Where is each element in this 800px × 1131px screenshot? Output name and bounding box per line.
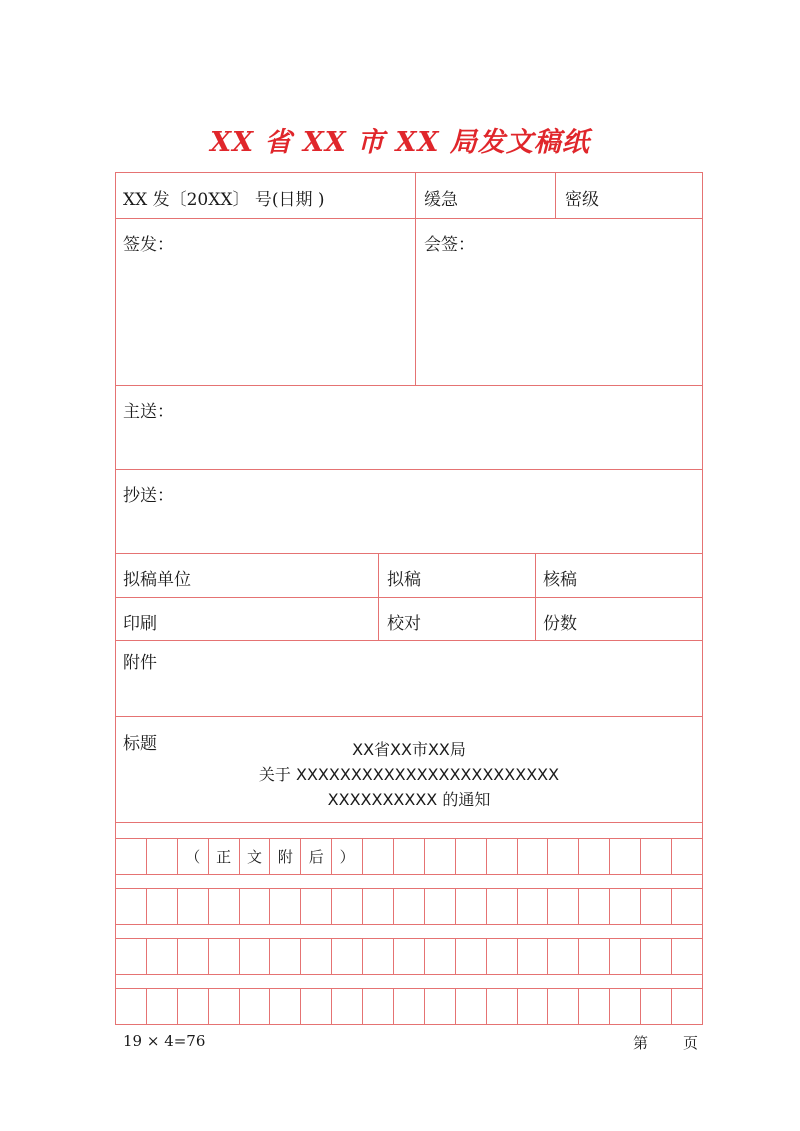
grid-cell[interactable]	[517, 839, 548, 874]
grid-cell[interactable]: 附	[269, 839, 300, 874]
grid-cell[interactable]	[362, 989, 393, 1024]
grid-cell[interactable]	[300, 889, 331, 924]
secrecy-label: 密级	[565, 190, 599, 210]
subject-line-1: XX省XX市XX局	[352, 740, 466, 759]
grid-cell[interactable]	[146, 939, 177, 974]
grid-cell[interactable]	[331, 989, 362, 1024]
grid-cell[interactable]	[578, 989, 609, 1024]
subject-label: 标题	[123, 734, 157, 754]
grid-cell[interactable]	[393, 939, 424, 974]
grid-cell[interactable]	[269, 989, 300, 1024]
grid-cell[interactable]	[208, 939, 239, 974]
grid-cell[interactable]	[393, 839, 424, 874]
grid-cell[interactable]	[362, 839, 393, 874]
print-label: 印刷	[123, 614, 157, 634]
grid-cell[interactable]	[393, 989, 424, 1024]
grid-cell[interactable]	[239, 889, 270, 924]
grid-cell[interactable]	[547, 839, 578, 874]
grid-cell[interactable]	[393, 889, 424, 924]
grid-cell[interactable]	[177, 889, 208, 924]
reviewer-label: 核稿	[543, 570, 577, 590]
grid-cell[interactable]	[609, 839, 640, 874]
grid-cell[interactable]	[146, 889, 177, 924]
grid-cell[interactable]	[424, 989, 455, 1024]
grid-count: 19 × 4=76	[123, 1032, 206, 1050]
copies-label: 份数	[543, 614, 577, 634]
grid-cell[interactable]	[424, 889, 455, 924]
grid-cell[interactable]	[331, 889, 362, 924]
grid-cell[interactable]: 后	[300, 839, 331, 874]
grid-row-1	[115, 839, 703, 874]
grid-cell[interactable]	[486, 839, 517, 874]
grid-cell[interactable]	[609, 989, 640, 1024]
attachment-label: 附件	[123, 653, 157, 673]
main-recipient-label: 主送：	[123, 402, 174, 422]
drafter-label: 拟稿	[387, 570, 421, 590]
grid-cell[interactable]	[331, 939, 362, 974]
grid-cell[interactable]	[671, 889, 703, 924]
grid-cell[interactable]: 文	[239, 839, 270, 874]
grid-cell[interactable]	[547, 889, 578, 924]
grid-row-3	[115, 939, 703, 974]
grid-cell[interactable]	[517, 989, 548, 1024]
grid-cell[interactable]	[609, 939, 640, 974]
grid-cell[interactable]	[455, 889, 486, 924]
grid-cell[interactable]	[547, 989, 578, 1024]
grid-cell[interactable]	[115, 889, 146, 924]
grid-cell[interactable]	[300, 939, 331, 974]
grid-cell[interactable]	[486, 989, 517, 1024]
grid-cell[interactable]	[300, 989, 331, 1024]
grid-cell[interactable]	[455, 839, 486, 874]
grid-cell[interactable]	[239, 989, 270, 1024]
grid-cell[interactable]	[208, 989, 239, 1024]
grid-cell[interactable]	[455, 939, 486, 974]
grid-cell[interactable]	[362, 889, 393, 924]
grid-cell[interactable]	[115, 989, 146, 1024]
grid-cell[interactable]	[517, 889, 548, 924]
issuer-signature-label: 签发：	[123, 235, 174, 255]
grid-cell[interactable]	[640, 939, 671, 974]
grid-cell[interactable]: （	[177, 839, 208, 874]
grid-cell[interactable]	[269, 939, 300, 974]
grid-cell[interactable]	[269, 889, 300, 924]
subject-line-2: 关于 XXXXXXXXXXXXXXXXXXXXXXXX	[258, 765, 560, 784]
page-suffix: 页	[683, 1034, 699, 1052]
grid-cell[interactable]	[177, 989, 208, 1024]
page-title: XX 省 XX 市 XX 局发文稿纸	[210, 127, 590, 158]
grid-cell[interactable]	[517, 939, 548, 974]
grid-cell[interactable]	[578, 889, 609, 924]
proofread-label: 校对	[387, 614, 421, 634]
grid-cell[interactable]	[424, 939, 455, 974]
grid-cell[interactable]: 正	[208, 839, 239, 874]
grid-cell[interactable]	[640, 989, 671, 1024]
doc-number-field[interactable]: XX 发〔20XX〕 号(日期 )	[123, 190, 325, 210]
grid-cell[interactable]	[671, 939, 703, 974]
page-prefix: 第	[633, 1034, 649, 1052]
grid-cell[interactable]	[177, 939, 208, 974]
subject-line-3: XXXXXXXXXX 的通知	[327, 790, 491, 809]
grid-row-2	[115, 889, 703, 924]
grid-cell[interactable]	[115, 939, 146, 974]
grid-cell[interactable]	[239, 939, 270, 974]
grid-cell[interactable]	[640, 889, 671, 924]
grid-cell[interactable]	[115, 839, 146, 874]
drafting-unit-label: 拟稿单位	[123, 570, 191, 590]
grid-cell[interactable]	[146, 989, 177, 1024]
grid-cell[interactable]	[578, 839, 609, 874]
grid-cell[interactable]	[362, 939, 393, 974]
grid-cell[interactable]	[609, 889, 640, 924]
grid-cell[interactable]: ）	[331, 839, 362, 874]
grid-cell[interactable]	[671, 989, 703, 1024]
grid-cell[interactable]	[486, 889, 517, 924]
grid-cell[interactable]	[146, 839, 177, 874]
grid-cell[interactable]	[640, 839, 671, 874]
grid-cell[interactable]	[208, 889, 239, 924]
grid-cell[interactable]	[671, 839, 703, 874]
grid-cell[interactable]	[578, 939, 609, 974]
countersign-label: 会签：	[424, 235, 475, 255]
grid-cell[interactable]	[424, 839, 455, 874]
cc-recipient-label: 抄送：	[123, 486, 174, 506]
grid-cell[interactable]	[547, 939, 578, 974]
urgency-label: 缓急	[424, 190, 458, 210]
grid-row-4	[115, 989, 703, 1024]
grid-cell[interactable]	[455, 989, 486, 1024]
grid-cell[interactable]	[486, 939, 517, 974]
